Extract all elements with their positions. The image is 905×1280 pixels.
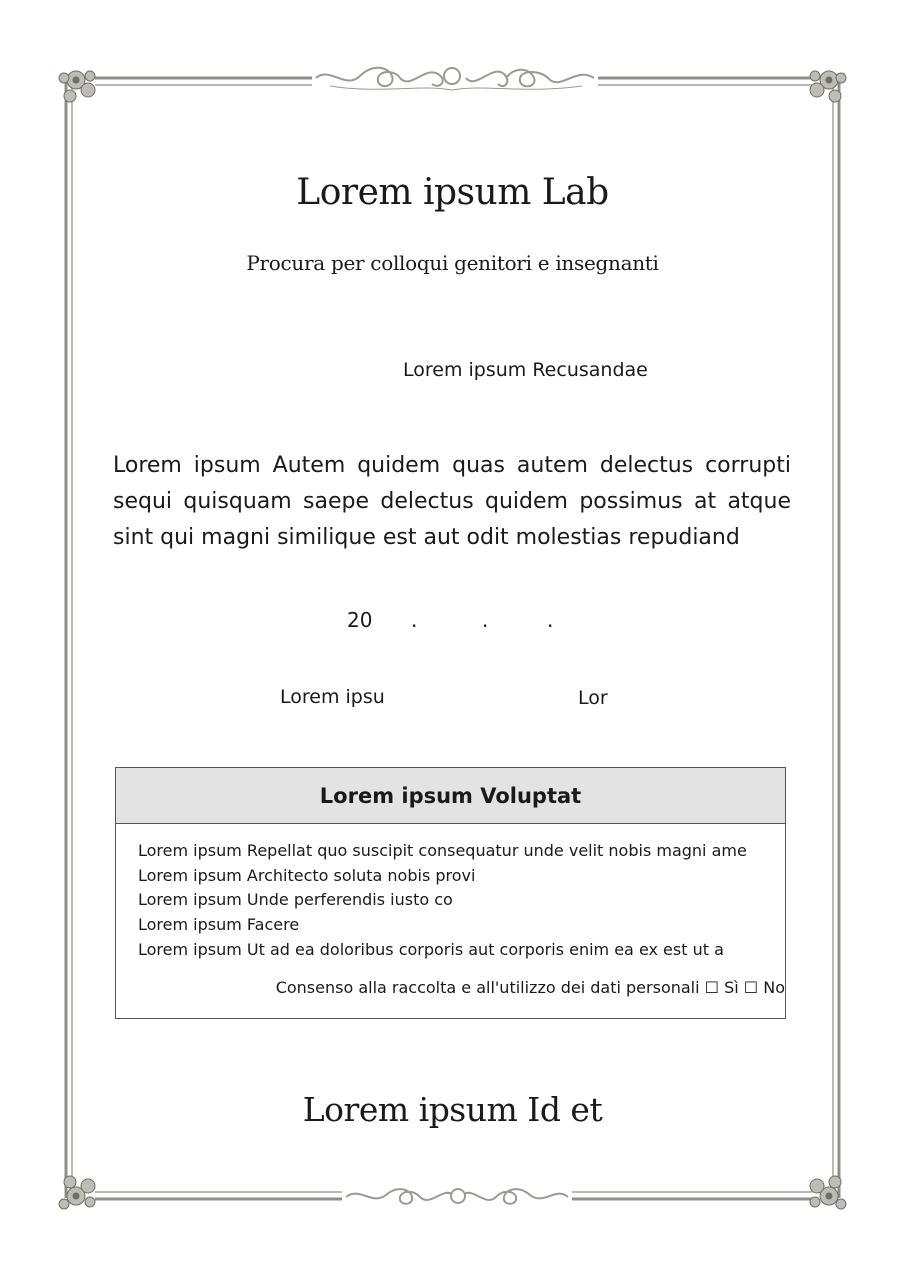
date-separator-1: . [411,608,418,632]
option-no-label: No [763,978,785,997]
consent-item: Lorem ipsum Architecto soluta nobis provi [138,865,476,885]
date-year-prefix: 20 [347,608,373,632]
consent-item: Lorem ipsum Facere [138,915,300,935]
top-ornament [316,68,594,90]
consent-item: Lorem ipsum Repellat quo suscipit consequatur unde velit nobis magni ame [138,841,747,860]
corner-flower-top-left [59,71,95,102]
corner-flower-bottom-left [59,1176,95,1209]
consent-heading: Lorem ipsum Voluptat [116,768,785,824]
checkbox-yes[interactable]: ☐ [704,978,719,997]
date-separator-3: . [547,608,554,632]
recipient-line: Lorem ipsum Recusandae [403,359,648,381]
corner-flower-bottom-right [810,1176,846,1209]
consent-item: Lorem ipsum Unde perferendis iusto co [138,890,453,910]
option-yes-label: Sì [724,978,739,997]
footer-title: Lorem ipsum Id et [302,1090,603,1129]
checkbox-no[interactable]: ☐ [743,978,759,997]
bottom-ornament [346,1189,568,1204]
signature-right-label: Lor [578,687,608,709]
consent-question-text: Consenso alla raccolta e all'utilizzo dei dati personali [275,978,700,997]
body-paragraph: Lorem ipsum Autem quidem quas autem delectus corrupti sequi quisquam saepe delectus quidem possimus at atque sint qui magni similique est aut odit molestias repudiand [113,453,791,550]
document-subtitle: Procura per colloqui genitori e insegnanti [246,251,659,275]
consent-question-row [276,978,785,997]
consent-item: Lorem ipsum Ut ad ea doloribus corporis aut corporis enim ea ex est ut a [138,939,724,959]
corner-flower-top-right [810,71,846,102]
consent-list [138,839,747,963]
date-separator-2: . [482,608,489,632]
consent-box [115,767,786,1019]
signature-left-label: Lorem ipsu [280,686,385,708]
document-title: Lorem ipsum Lab [296,172,609,213]
